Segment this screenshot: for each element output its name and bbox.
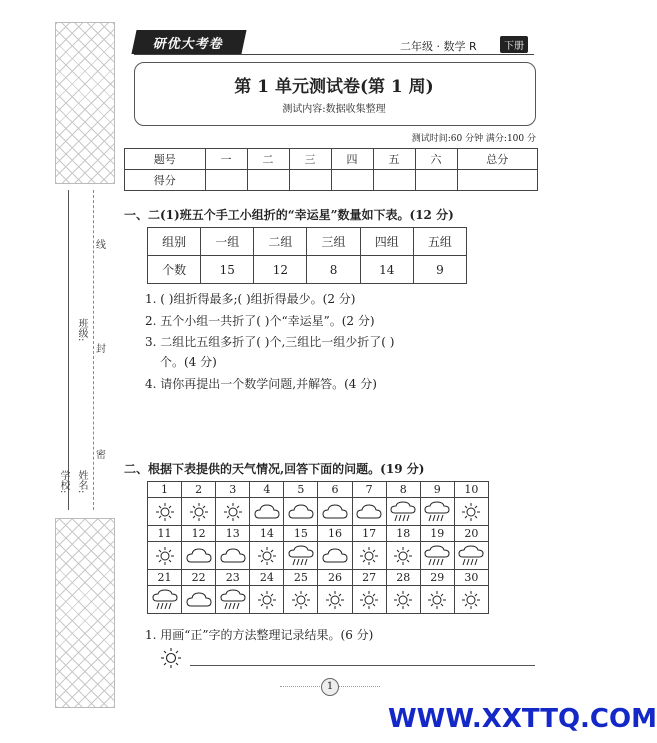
score-input-cell[interactable] (415, 170, 457, 191)
score-header-cell: 三 (289, 149, 331, 170)
grade-label: 二年级 · 数学 R (400, 40, 477, 53)
q1-item-2: 2. 五个小组一共折了( )个“幸运星”。(2 分) (145, 314, 375, 328)
weather-day-cell: 11 (148, 526, 182, 542)
q1-heading: 一、二(1)班五个手工小组折的“幸运星”数量如下表。(12 分) (124, 208, 454, 222)
q1-header-cell: 组别 (148, 228, 201, 256)
score-input-cell[interactable] (205, 170, 247, 191)
binding-line (68, 190, 69, 510)
weather-day-cell: 30 (454, 570, 488, 586)
weather-day-row (148, 482, 489, 498)
weather-icon-row (148, 498, 489, 526)
sun-icon (454, 586, 488, 614)
weather-day-cell: 13 (216, 526, 250, 542)
sun-icon (284, 586, 318, 614)
weather-day-cell: 4 (250, 482, 284, 498)
weather-day-cell: 29 (420, 570, 454, 586)
q1-header-cell: 五组 (413, 228, 466, 256)
q1-value-cell: 14 (360, 256, 413, 284)
weather-day-cell: 15 (284, 526, 318, 542)
brand-logo: 研优大考卷 (131, 30, 246, 54)
q1-header-row (148, 228, 467, 256)
rain-icon (216, 586, 250, 614)
weather-day-cell: 18 (386, 526, 420, 542)
q1-value-cell: 12 (254, 256, 307, 284)
q1-value-cell: 9 (413, 256, 466, 284)
weather-day-cell: 6 (318, 482, 352, 498)
sun-icon (454, 498, 488, 526)
header-rule (134, 54, 534, 55)
sun-icon (386, 542, 420, 570)
hatch-pattern-top (55, 22, 115, 184)
sun-icon (250, 542, 284, 570)
page-title: 第 1 单元测试卷(第 1 周) (234, 77, 434, 97)
sun-icon (148, 498, 182, 526)
weather-day-cell: 3 (216, 482, 250, 498)
score-header-cell: 题号 (125, 149, 206, 170)
cloud-icon (352, 498, 386, 526)
seal-mark-seal: 封 (96, 344, 106, 355)
sun-icon (318, 586, 352, 614)
weather-day-cell: 10 (454, 482, 488, 498)
weather-day-cell: 20 (454, 526, 488, 542)
cloud-icon (182, 586, 216, 614)
sun-icon (216, 498, 250, 526)
q1-value-cell: 15 (201, 256, 254, 284)
score-header-cell: 四 (331, 149, 373, 170)
rain-icon (148, 586, 182, 614)
rain-icon (420, 498, 454, 526)
seal-mark-line: 线 (96, 240, 106, 251)
name-label: 姓名: (76, 470, 87, 494)
volume-tag: 下册 (500, 36, 528, 53)
weather-day-cell: 22 (182, 570, 216, 586)
cloud-icon (250, 498, 284, 526)
watermark: WWW.XXTTQ.COM (388, 704, 657, 734)
score-header-row (125, 149, 538, 170)
score-header-cell: 六 (415, 149, 457, 170)
weather-icon-row (148, 542, 489, 570)
answer-line[interactable] (190, 665, 535, 666)
weather-day-cell: 23 (216, 570, 250, 586)
weather-day-cell: 21 (148, 570, 182, 586)
binding-strip (0, 0, 120, 743)
page-number: 1 (321, 678, 339, 696)
weather-day-cell: 24 (250, 570, 284, 586)
q1-value-cell: 8 (307, 256, 360, 284)
sun-icon (420, 586, 454, 614)
weather-day-cell: 27 (352, 570, 386, 586)
score-row-label: 得分 (125, 170, 206, 191)
weather-day-cell: 12 (182, 526, 216, 542)
score-input-cell[interactable] (331, 170, 373, 191)
hatch-pattern-bottom (55, 518, 115, 708)
score-table (124, 148, 538, 191)
sun-icon (182, 498, 216, 526)
rain-icon (454, 542, 488, 570)
sun-icon (250, 586, 284, 614)
exam-meta: 测试时间:60 分钟 满分:100 分 (411, 134, 536, 144)
q1-item-3: 3. 二组比五组多折了( )个,三组比一组少折了( ) (145, 335, 395, 349)
q1-header-cell: 一组 (201, 228, 254, 256)
score-header-cell: 五 (373, 149, 415, 170)
weather-day-cell: 2 (182, 482, 216, 498)
weather-day-row (148, 526, 489, 542)
score-input-cell[interactable] (373, 170, 415, 191)
sun-icon (148, 542, 182, 570)
q1-item-4: 4. 请你再提出一个数学问题,并解答。(4 分) (145, 377, 377, 391)
q1-value-row (148, 256, 467, 284)
q1-item-1: 1. ( )组折得最多;( )组折得最少。(2 分) (145, 292, 356, 306)
cloud-icon (216, 542, 250, 570)
binding-dash-line (93, 190, 94, 510)
score-input-cell[interactable] (247, 170, 289, 191)
q1-row-label: 个数 (148, 256, 201, 284)
cloud-icon (318, 498, 352, 526)
seal-mark-secret: 密 (96, 450, 106, 461)
weather-day-cell: 8 (386, 482, 420, 498)
score-value-row (125, 170, 538, 191)
cloud-icon (284, 498, 318, 526)
score-header-cell: 总分 (457, 149, 538, 170)
weather-icon-row (148, 586, 489, 614)
sun-icon (352, 586, 386, 614)
sun-icon (386, 586, 420, 614)
weather-day-cell: 9 (420, 482, 454, 498)
score-input-cell[interactable] (289, 170, 331, 191)
score-header-cell: 一 (205, 149, 247, 170)
sun-icon (352, 542, 386, 570)
q1-table (147, 227, 467, 284)
q1-header-cell: 三组 (307, 228, 360, 256)
weather-day-cell: 19 (420, 526, 454, 542)
q1-item-3-cont: 个。(4 分) (160, 355, 217, 369)
weather-day-row (148, 570, 489, 586)
weather-day-cell: 17 (352, 526, 386, 542)
score-input-cell[interactable] (457, 170, 538, 191)
weather-day-cell: 1 (148, 482, 182, 498)
weather-day-cell: 25 (284, 570, 318, 586)
weather-table (147, 481, 489, 614)
rain-icon (420, 542, 454, 570)
weather-day-cell: 16 (318, 526, 352, 542)
class-label: 班级: (76, 318, 87, 342)
cloud-icon (182, 542, 216, 570)
weather-day-cell: 28 (386, 570, 420, 586)
school-label: 学校: (58, 470, 69, 494)
weather-day-cell: 14 (250, 526, 284, 542)
weather-day-cell: 26 (318, 570, 352, 586)
rain-icon (386, 498, 420, 526)
weather-day-cell: 5 (284, 482, 318, 498)
q2-heading: 二、根据下表提供的天气情况,回答下面的问题。(19 分) (124, 462, 425, 476)
sun-icon (158, 647, 184, 673)
score-header-cell: 二 (247, 149, 289, 170)
rain-icon (284, 542, 318, 570)
q2-item-1: 1. 用画“正”字的方法整理记录结果。(6 分) (145, 628, 374, 642)
q1-header-cell: 四组 (360, 228, 413, 256)
q1-header-cell: 二组 (254, 228, 307, 256)
cloud-icon (318, 542, 352, 570)
weather-day-cell: 7 (352, 482, 386, 498)
page-subtitle: 测试内容:数据收集整理 (282, 104, 386, 115)
